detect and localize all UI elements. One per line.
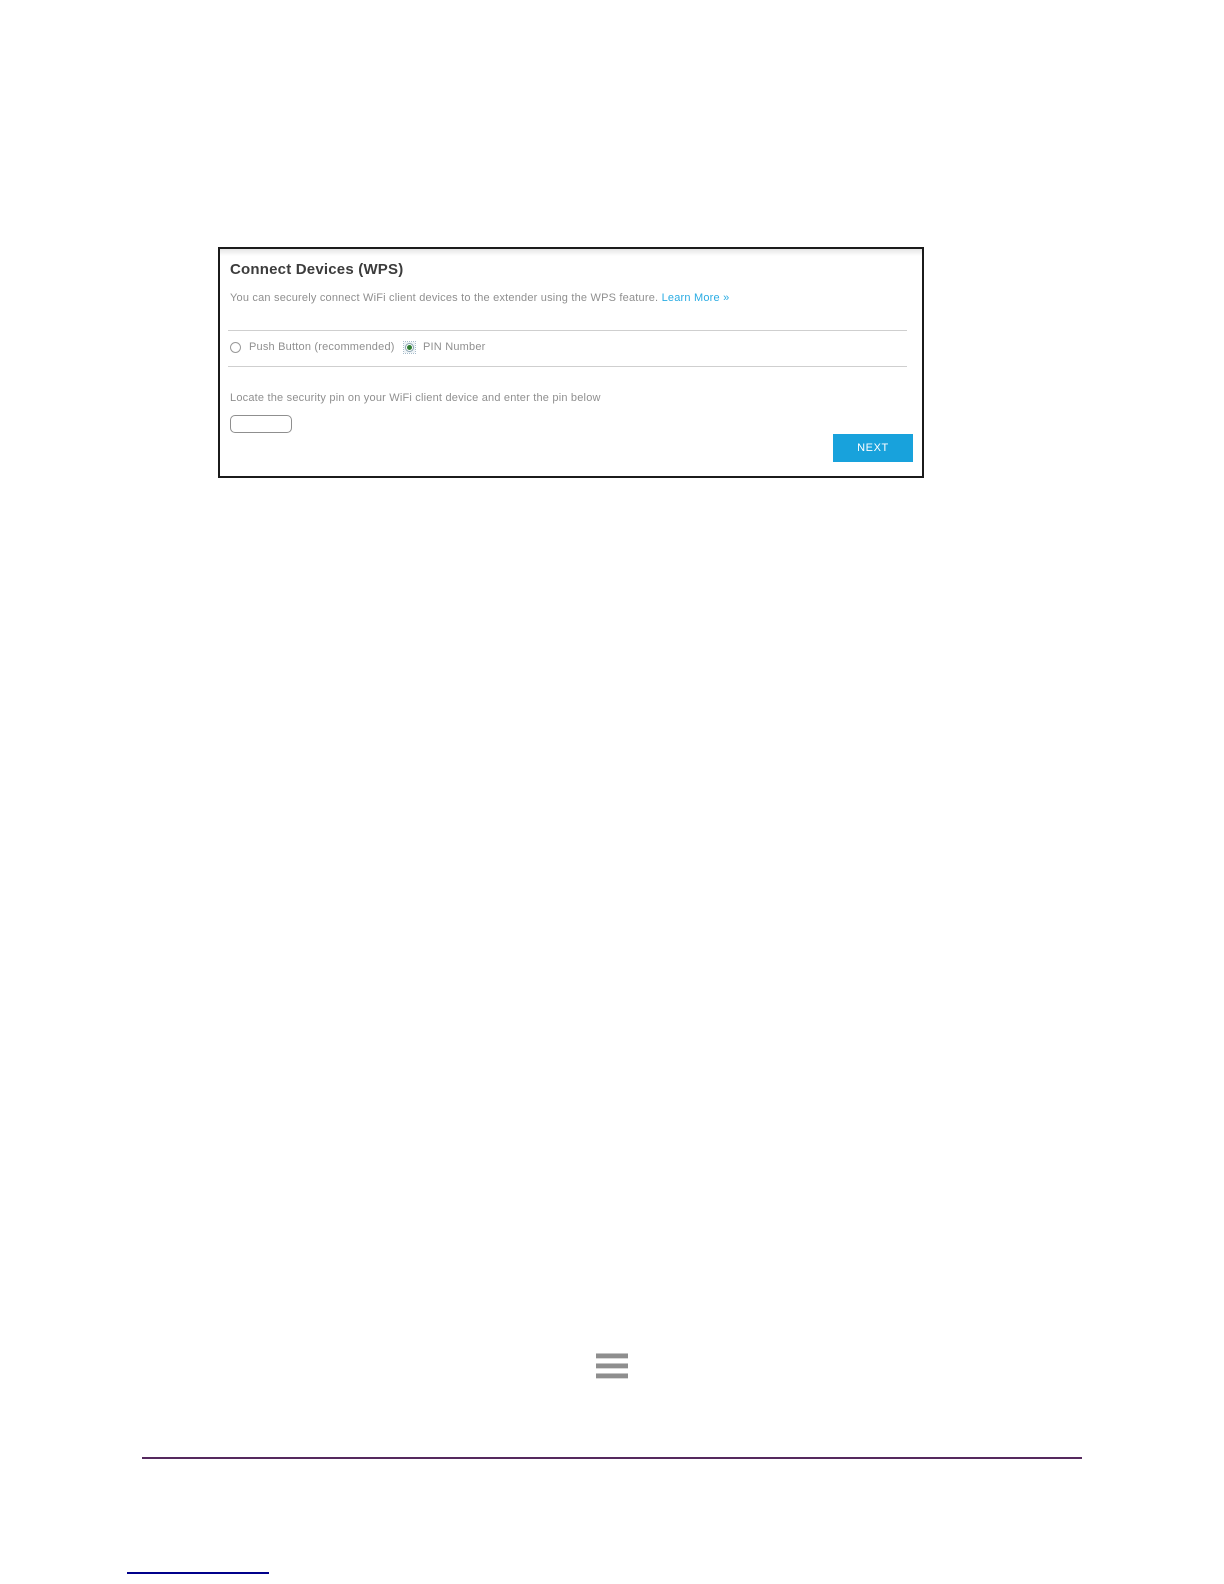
dialog-description-text: You can securely connect WiFi client devices to the extender using the WPS feature.	[230, 292, 659, 304]
dialog-top-shade	[220, 249, 922, 256]
radio-option-push-button[interactable]	[230, 339, 395, 355]
next-button[interactable]: NEXT	[833, 434, 913, 462]
radio-circle-icon	[230, 342, 241, 353]
separator	[228, 330, 907, 331]
dialog-title: Connect Devices (WPS)	[230, 261, 404, 278]
partial-link-underline[interactable]	[127, 1572, 269, 1574]
wps-dialog	[218, 247, 924, 478]
footer-rule	[142, 1457, 1082, 1459]
pin-instruction: Locate the security pin on your WiFi client device and enter the pin below	[230, 392, 601, 404]
pin-input[interactable]	[230, 415, 292, 433]
learn-more-link[interactable]: Learn More »	[661, 292, 730, 304]
dialog-description	[230, 292, 729, 304]
hamburger-icon	[596, 1354, 628, 1378]
radio-option-label: Push Button (recommended)	[249, 341, 395, 353]
separator	[228, 366, 907, 367]
radio-option-label: PIN Number	[423, 341, 486, 353]
radio-selected-green-dot-icon	[404, 342, 415, 353]
radio-option-pin-number[interactable]	[404, 339, 486, 355]
